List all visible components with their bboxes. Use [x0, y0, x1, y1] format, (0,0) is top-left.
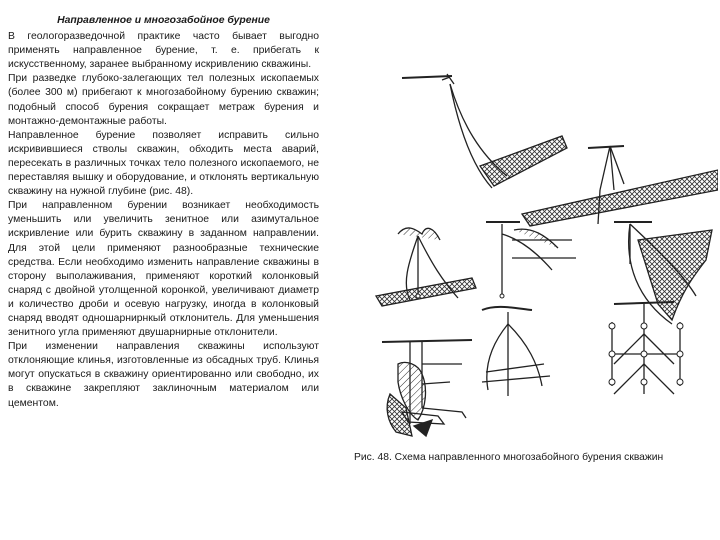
paragraph-intro: В геологоразведочной практике часто бывает выгодно применять направленное бурение, т. е. прибегать к искусственному, заранее выбранному искривлению скважины. [8, 31, 319, 71]
article-text [8, 14, 319, 411]
scheme-6 [382, 340, 472, 436]
scheme-1 [402, 74, 567, 188]
article-title: Направленное и многозабойное бурение [57, 15, 270, 26]
scheme-3 [376, 228, 476, 306]
paragraph-multibottom: При разведке глубоко-залегающих тел полезных ископаемых (более 300 м) прибегают к многозабойному бурению скважин; подобный способ бурения сокращает метраж бурения и монтажно-демонтажные работы. [8, 73, 319, 127]
scheme-7 [482, 307, 550, 396]
scheme-4 [486, 222, 576, 296]
figure-caption: Рис. 48. Схема направленного многозабойного бурения скважин [354, 452, 664, 463]
drilling-schemes-drawing [362, 64, 718, 456]
scheme-2 [522, 146, 718, 226]
paragraph-means: При направленном бурении возникает необходимость уменьшить или увеличить зенитное или азимутальное искривление или бурить скважину в заданном направлении. Для этой цели применяют разнообразные технические средства. Если необходимо изменить направление скважины в сторону выполаживания, применяют короткий колонковый снаряд с двойной утолщенной коронкой, увеличивают диаметр и количество дроби и осевую нагрузку, иногда в колонковый снаряд вводят одношарнирнкый отклонитель. Для уменьшения зенитного угла применяют двушарнирные отклонители. [8, 200, 319, 339]
drilling-schemes-figure [362, 64, 718, 456]
scheme-5 [614, 222, 712, 324]
paragraph-benefits: Направленное бурение позволяет исправить сильно искривившиеся стволы скважин, обходить места аварий, пересекать в различных точках тело полезного ископаемого, не переставляя вышку и оборудование, и отклонять вертикальную скважину на нужной глубине (рис. 48). [8, 129, 319, 198]
paragraph-wedges: При изменении направления скважины используют отклоняющие клинья, изготовленные из обсадных труб. Клинья могут опускаться в скважину ориентированно или свободно, их в скважине закрепляют заклиночным материалом или цементом. [8, 341, 319, 409]
